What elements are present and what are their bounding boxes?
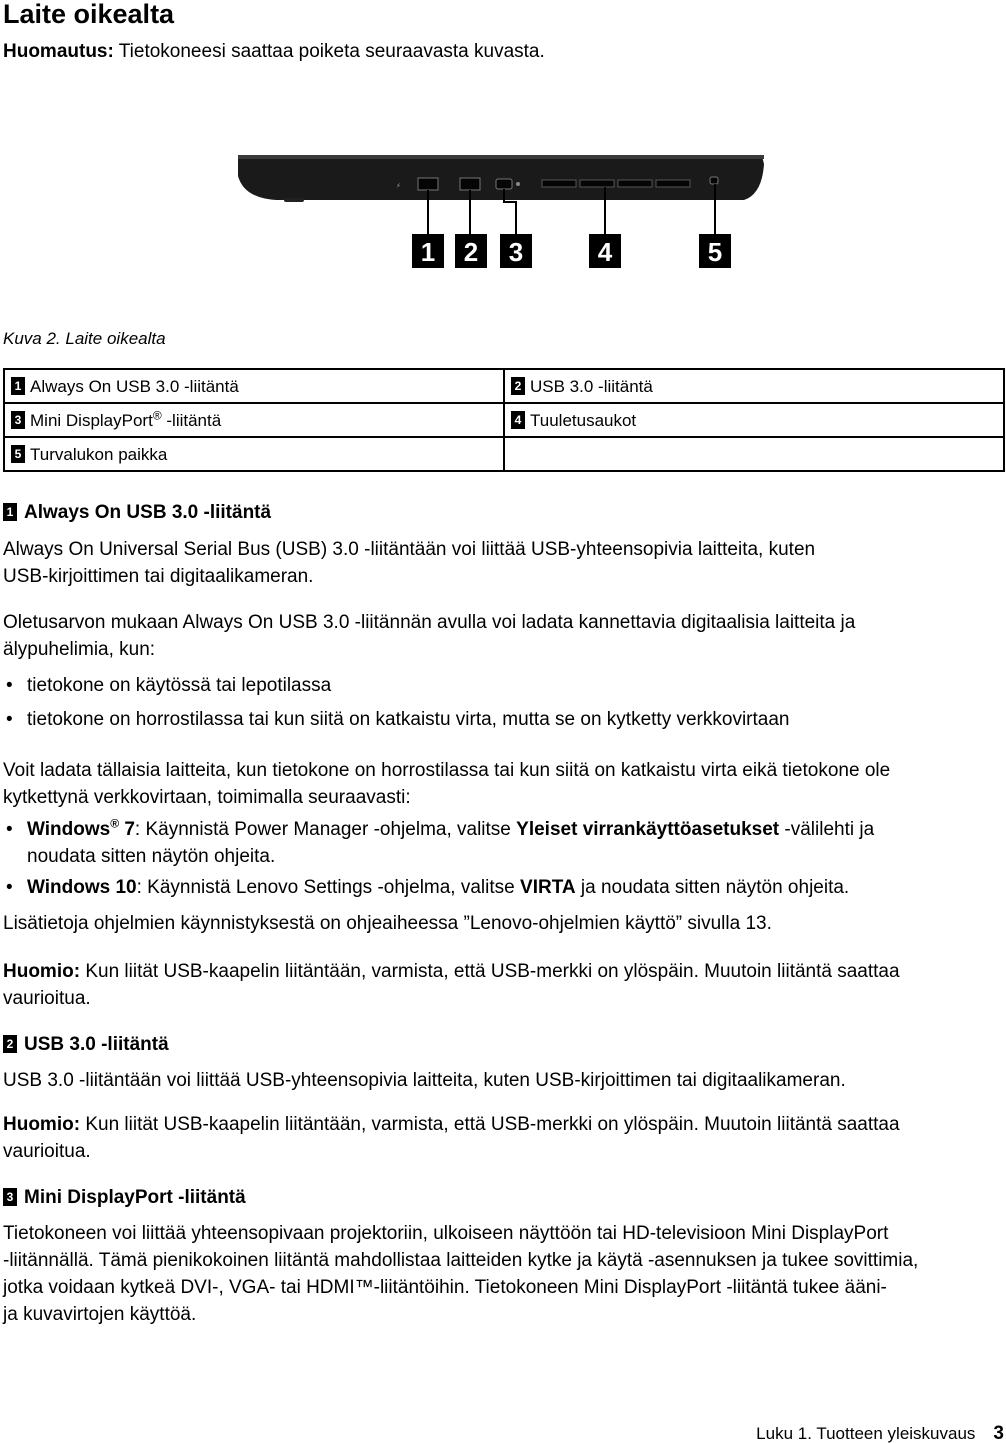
note-text: Kun liität USB-kaapelin liitäntään, varmista, että USB-merkki on ylöspäin. Muutoin liitäntä saattaa <box>80 961 900 982</box>
page-number: 3 <box>993 1423 1004 1443</box>
warning-note <box>3 1111 1003 1165</box>
paragraph <box>3 609 1003 663</box>
figure-caption: Kuva 2. Laite oikealta <box>3 329 166 348</box>
paragraph <box>3 1220 1003 1328</box>
laptop-lid-edge <box>238 155 764 159</box>
text-line <box>3 958 1003 985</box>
paragraph <box>3 757 1003 811</box>
text-line: vaurioitua. <box>3 1141 91 1162</box>
list-item-text: : Käynnistä Lenovo Settings -ohjelma, valitse <box>136 877 521 898</box>
text-line: Always On Universal Serial Bus (USB) 3.0 -liitäntään voi liittää USB-yhteensopivia laitteita, kuten <box>3 539 816 560</box>
callout-badge: 1 <box>11 377 25 395</box>
registered-mark: ® <box>152 407 162 422</box>
table-row <box>4 437 1004 471</box>
section-heading-text: Mini DisplayPort -liitäntä <box>24 1187 246 1208</box>
legend-text: Tuuletusaukot <box>530 410 637 430</box>
legend-cell-1 <box>4 369 504 403</box>
note-text: Tietokoneesi saattaa poiketa seuraavasta kuvasta. <box>118 41 545 62</box>
table-row <box>4 403 1004 437</box>
legend-cell-3 <box>4 403 504 437</box>
text-line: -liitännällä. Tämä pienikokoinen liitäntä mahdollistaa laitteiden kytke ja käytä -asennuksen ja tukee sovittimia, <box>3 1250 919 1271</box>
callout-badge: 3 <box>3 1188 17 1206</box>
chapter-label: Luku 1. Tuotteen yleiskuvaus <box>756 1424 976 1443</box>
intro-note <box>3 38 545 65</box>
text-line: Tietokoneen voi liittää yhteensopivaan projektoriin, ulkoiseen näyttöön tai HD-televisioon Mini DisplayPort <box>3 1223 889 1244</box>
legend-table <box>3 368 1005 472</box>
legend-text: USB 3.0 -liitäntä <box>530 376 653 396</box>
note-text: Kun liität USB-kaapelin liitäntään, varmista, että USB-merkki on ylöspäin. Muutoin liitäntä saattaa <box>80 1114 900 1135</box>
list-item-text: tietokone on horrostilassa tai kun siitä on katkaistu virta, mutta se on kytketty verkkovirtaan <box>27 709 790 730</box>
paragraph: USB 3.0 -liitäntään voi liittää USB-yhteensopivia laitteita, kuten USB-kirjoittimen tai digitaalikameran. <box>3 1070 846 1091</box>
section-heading-mini-displayport <box>3 1185 246 1211</box>
list-item-text: tietokone on käytössä tai lepotilassa <box>27 675 332 696</box>
list-item-windows10 <box>3 874 1003 901</box>
windows-label: Windows 10 <box>27 877 137 898</box>
text-line: kytkettynä verkkovirtaan, toimimalla seuraavasti: <box>3 787 411 808</box>
text-line: noudata sitten näytön ohjeita. <box>27 846 276 867</box>
windows-label: Windows <box>27 819 111 840</box>
callout-badge: 4 <box>511 411 525 429</box>
callout-1-label: 1 <box>420 237 436 267</box>
section-heading-always-on-usb <box>3 500 271 526</box>
list-item-text: : Käynnistä Power Manager -ohjelma, valitse <box>134 819 517 840</box>
security-lock-slot-shape <box>710 177 718 184</box>
text-line: jotka voidaan kytkeä DVI-, VGA- tai HDMI™-liitäntöihin. Tietokoneen Mini DisplayPort -liitäntä tukee ääni- <box>3 1277 887 1298</box>
legend-text: Mini DisplayPort <box>30 410 153 430</box>
callout-badge: 5 <box>11 445 25 463</box>
paragraph: Lisätietoja ohjelmien käynnistyksestä on ohjeaiheessa ”Lenovo-ohjelmien käyttö” sivulla 13. <box>3 913 772 934</box>
always-on-usb-port-shape <box>418 178 438 190</box>
legend-cell-4 <box>504 403 1004 437</box>
callout-5 <box>699 234 731 268</box>
list-item <box>3 706 1003 733</box>
ui-term: VIRTA <box>520 877 576 898</box>
section-heading-text: Always On USB 3.0 -liitäntä <box>24 502 272 523</box>
text-line: Voit ladata tällaisia laitteita, kun tietokone on horrostilassa tai kun siitä on katkaistu virta eikä tietokone ole <box>3 760 891 781</box>
windows-version: 7 <box>119 819 135 840</box>
note-label: Huomio: <box>3 961 81 982</box>
page-title: Laite oikealta <box>3 0 175 29</box>
text-line <box>3 1111 1003 1138</box>
callout-4-label: 4 <box>597 237 613 267</box>
list-item-text: -välilehti ja <box>779 819 875 840</box>
text-line: Oletusarvon mukaan Always On USB 3.0 -liitännän avulla voi ladata kannettavia digitaalisia laitteita ja <box>3 612 856 633</box>
callout-2-label: 2 <box>463 237 479 267</box>
paragraph <box>3 536 1003 590</box>
table-row <box>4 369 1004 403</box>
callout-badge: 3 <box>11 411 25 429</box>
text-line <box>27 816 1003 843</box>
warning-note <box>3 958 1003 1012</box>
legend-text: Always On USB 3.0 -liitäntä <box>30 376 239 396</box>
legend-cell-2 <box>504 369 1004 403</box>
text-line: älypuhelimia, kun: <box>3 639 156 660</box>
note-label: Huomautus: <box>3 41 114 62</box>
callout-badge: 2 <box>3 1035 17 1053</box>
callout-5-label: 5 <box>707 237 723 267</box>
callout-1 <box>412 234 444 268</box>
section-heading-text: USB 3.0 -liitäntä <box>24 1034 169 1055</box>
legend-cell-5 <box>4 437 504 471</box>
callout-badge: 1 <box>3 503 17 521</box>
callout-badge: 2 <box>511 377 525 395</box>
text-line: USB-kirjoittimen tai digitaalikameran. <box>3 566 314 587</box>
section-heading-usb <box>3 1032 169 1058</box>
text-line: vaurioitua. <box>3 988 91 1009</box>
text-line: ja kuvavirtojen käyttöä. <box>3 1304 197 1325</box>
list-item <box>3 672 1003 699</box>
usb-port-shape <box>460 178 480 190</box>
svg-text:⚡: ⚡ <box>396 182 401 190</box>
registered-mark: ® <box>110 816 120 831</box>
laptop-body <box>238 156 764 200</box>
callout-3-label: 3 <box>508 237 524 267</box>
callout-2 <box>455 234 487 268</box>
laptop-right-side-figure <box>236 150 766 276</box>
note-label: Huomio: <box>3 1114 81 1135</box>
page-footer <box>756 1420 1004 1443</box>
legend-text-suffix: -liitäntä <box>161 410 222 430</box>
legend-text: Turvalukon paikka <box>30 444 168 464</box>
list-item-text: ja noudata sitten näytön ohjeita. <box>575 877 850 898</box>
ui-term: Yleiset virrankäyttöasetukset <box>516 819 780 840</box>
list-item-windows7 <box>3 816 1003 870</box>
mini-displayport-shape <box>496 179 512 189</box>
callout-3 <box>500 234 532 268</box>
legend-cell-empty <box>504 437 1004 471</box>
callout-4 <box>589 234 621 268</box>
